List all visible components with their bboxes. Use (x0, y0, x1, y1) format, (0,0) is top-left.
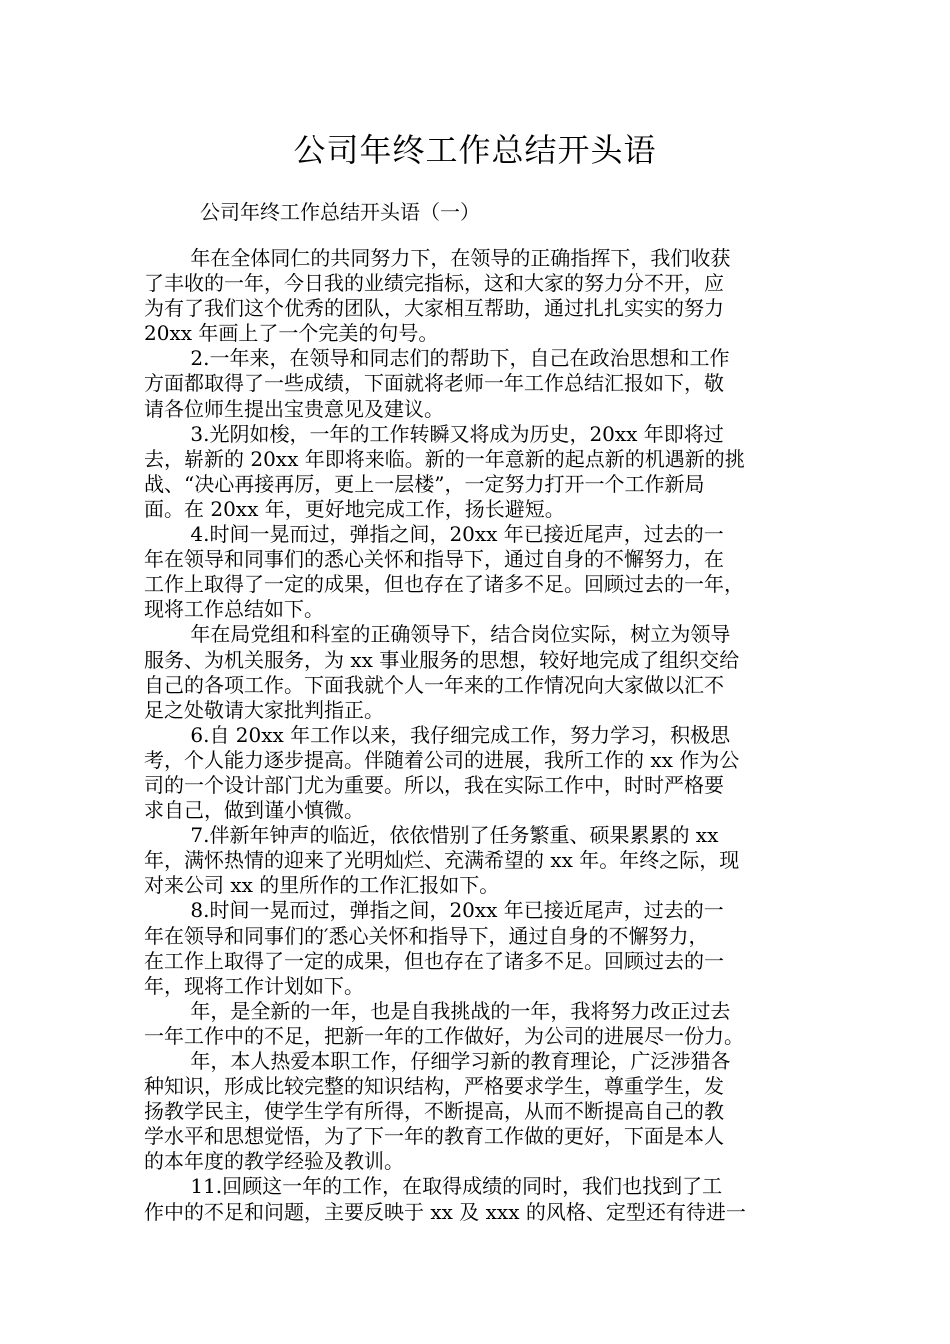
document-title: 公司年终工作总结开头语 (293, 131, 657, 169)
body-text-line: 种知识，形成比较完整的知识结构，严格要求学生，尊重学生，发 (144, 1074, 724, 1099)
body-text-line: 4.时间一晃而过，弹指之间，20xx 年已接近尾声，过去的一 (144, 522, 724, 547)
body-text-line: 年，是全新的一年，也是自我挑战的一年，我将努力改正过去 (144, 998, 731, 1023)
body-text-line: 对来公司 xx 的里所作的工作汇报如下。 (144, 873, 500, 898)
body-text-line: 请各位师生提出宝贵意见及建议。 (144, 396, 444, 421)
body-text-line: 为有了我们这个优秀的团队，大家相互帮助，通过扎扎实实的努力 (144, 296, 724, 321)
body-text-line: 年在局党组和科室的正确领导下，结合岗位实际，树立为领导 (144, 622, 731, 647)
body-text-line: 的本年度的教学经验及教训。 (144, 1149, 404, 1174)
body-text-line: 方面都取得了一些成绩，下面就将老师一年工作总结汇报如下，敬 (144, 371, 724, 396)
body-text-line: 6.自 20xx 年工作以来，我仔细完成工作，努力学习，积极思 (144, 722, 731, 747)
document-body (144, 246, 824, 1225)
body-text-line: 年在领导和同事们的′悉心关怀和指导下，通过自身的不懈努力， (144, 923, 709, 948)
document-subtitle: 公司年终工作总结开头语（一） (200, 200, 480, 224)
body-text-line: 自己的各项工作。下面我就个人一年来的工作情况向大家做以汇不 (144, 672, 724, 697)
body-text-line: 作中的不足和问题，主要反映于 xx 及 xxx 的风格、定型还有待进一 (144, 1199, 746, 1224)
body-text-line: 11.回顾这一年的工作，在取得成绩的同时，我们也找到了工 (144, 1174, 723, 1199)
body-text-line: 年，本人热爱本职工作，仔细学习新的教育理论，广泛涉猎各 (144, 1049, 731, 1073)
body-text-line: 面。在 20xx 年，更好地完成工作，扬长避短。 (144, 496, 565, 521)
body-text-line: 足之处敬请大家批判指正。 (144, 697, 384, 722)
body-text-line: 7.伴新年钟声的临近，依依惜别了任务繁重、硕果累累的 xx (144, 823, 719, 848)
body-text-line: 8.时间一晃而过，弹指之间，20xx 年已接近尾声，过去的一 (144, 898, 724, 923)
body-text-line: 去，崭新的 20xx 年即将来临。新的一年意新的起点新的机遇新的挑 (144, 446, 745, 471)
body-text-line: 在工作上取得了一定的成果，但也存在了诸多不足。回顾过去的一 (144, 948, 724, 973)
body-text-line: 年，现将工作计划如下。 (144, 973, 364, 998)
body-text-line: 年，满怀热情的迎来了光明灿烂、充满希望的 xx 年。年终之际，现 (144, 848, 740, 873)
body-text-line: 年在领导和同事们的悉心关怀和指导下，通过自身的不懈努力，在 (144, 547, 724, 572)
body-text-line: 年在全体同仁的共同努力下，在领导的正确指挥下，我们收获 (144, 246, 731, 270)
body-text-line: 战、“决心再接再厉，更上一层楼”，一定努力打开一个工作新局 (144, 471, 705, 496)
body-text-line: 求自己，做到谨小慎微。 (144, 798, 364, 823)
body-text-line: 考，个人能力逐步提高。伴随着公司的进展，我所工作的 xx 作为公 (144, 747, 740, 772)
body-text-line: 现将工作总结如下。 (144, 597, 324, 622)
body-text-line: 扬教学民主，使学生学有所得，不断提高，从而不断提高自己的教 (144, 1099, 724, 1124)
body-text-line: 司的一个设计部门尤为重要。所以，我在实际工作中，时时严格要 (144, 772, 724, 797)
body-text-line: 一年工作中的不足，把新一年的工作做好，为公司的进展尽一份力。 (144, 1023, 744, 1048)
body-text-line: 服务、为机关服务，为 xx 事业服务的思想，较好地完成了组织交给 (144, 647, 740, 672)
body-text-line: 了丰收的一年，今日我的业绩完指标，这和大家的努力分不开，应 (144, 271, 724, 296)
body-text-line: 学水平和思想觉悟，为了下一年的教育工作做的更好，下面是本人 (144, 1124, 724, 1149)
body-text-line: 3.光阴如梭，一年的工作转瞬又将成为历史，20xx 年即将过 (144, 421, 724, 446)
body-text-line: 工作上取得了一定的成果，但也存在了诸多不足。回顾过去的一年， (144, 572, 744, 597)
body-text-line: 2.一年来，在领导和同志们的帮助下，自己在政治思想和工作 (144, 346, 730, 371)
body-text-line: 20xx 年画上了一个完美的句号。 (144, 321, 439, 346)
